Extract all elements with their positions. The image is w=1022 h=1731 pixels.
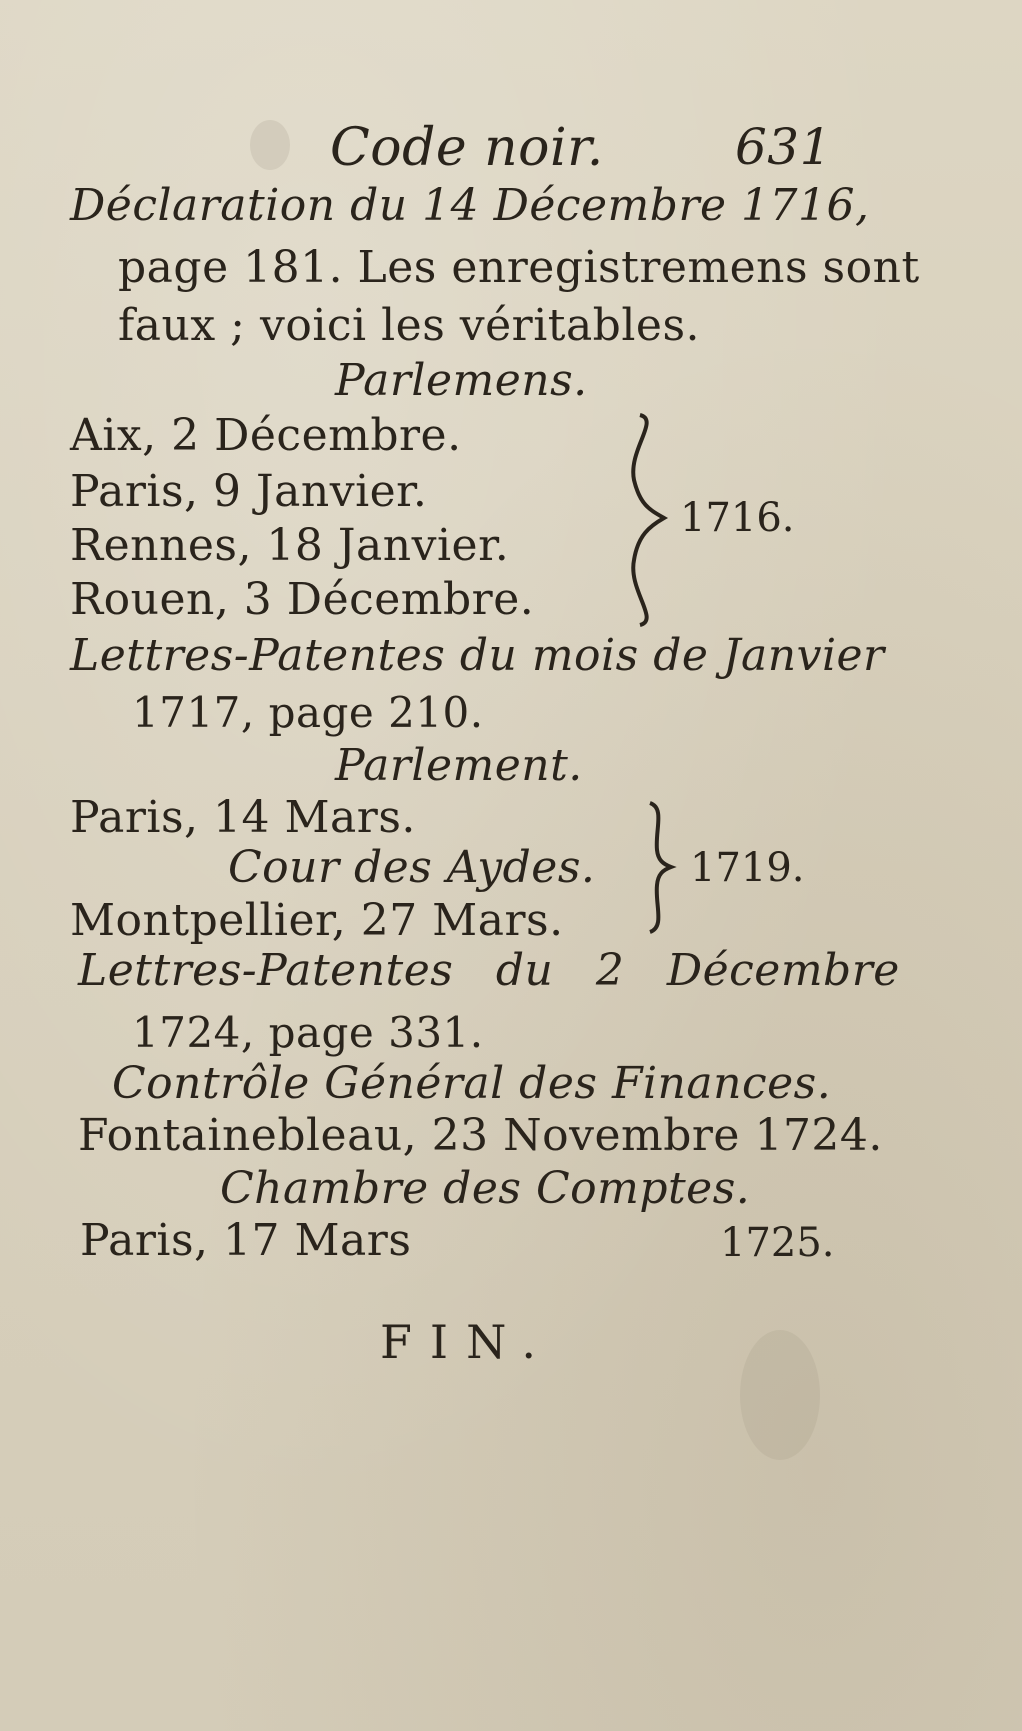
entry-line: Montpellier, 27 Mars. [70,895,564,946]
entry-line: Paris, 17 Mars [80,1215,412,1266]
paper-stain [740,1330,820,1460]
year-label: 1716. [680,495,795,541]
text-line: page 181. Les enregistremens sont [118,242,920,293]
text-line: faux ; voici les véritables. [118,300,701,351]
declaration-line: Déclaration du 14 Décembre 1716, [70,180,870,231]
page-number: 631 [735,118,832,176]
entry-line: Fontainebleau, 23 Novembre 1724. [78,1110,883,1161]
text-line: 1717, page 210. [132,688,484,737]
section-heading: Parlemens. [335,355,588,406]
lettres-patentes-line: Lettres-Patentes du mois de Janvier [70,630,885,681]
section-heading: Parlement. [335,740,583,791]
text-line: 1724, page 331. [132,1008,484,1057]
year-label: 1719. [690,845,805,891]
running-header-title: Code noir. [330,118,604,178]
right-brace-icon [635,800,685,935]
year-label: 1725. [720,1220,835,1266]
paper-stain [250,120,290,170]
entry-line: Paris, 9 Janvier. [70,466,428,517]
entry-line: Aix, 2 Décembre. [70,410,462,461]
right-brace-icon [620,410,680,630]
fin-ending: FIN. [380,1315,555,1369]
lettres-patentes-line: Lettres-Patentes du 2 Décembre [78,945,900,996]
section-heading: Contrôle Général des Finances. [112,1058,832,1109]
entry-line: Paris, 14 Mars. [70,792,416,843]
entry-line: Rouen, 3 Décembre. [70,574,535,625]
section-heading: Cour des Aydes. [228,842,596,893]
section-heading: Chambre des Comptes. [220,1163,751,1214]
entry-line: Rennes, 18 Janvier. [70,520,510,571]
